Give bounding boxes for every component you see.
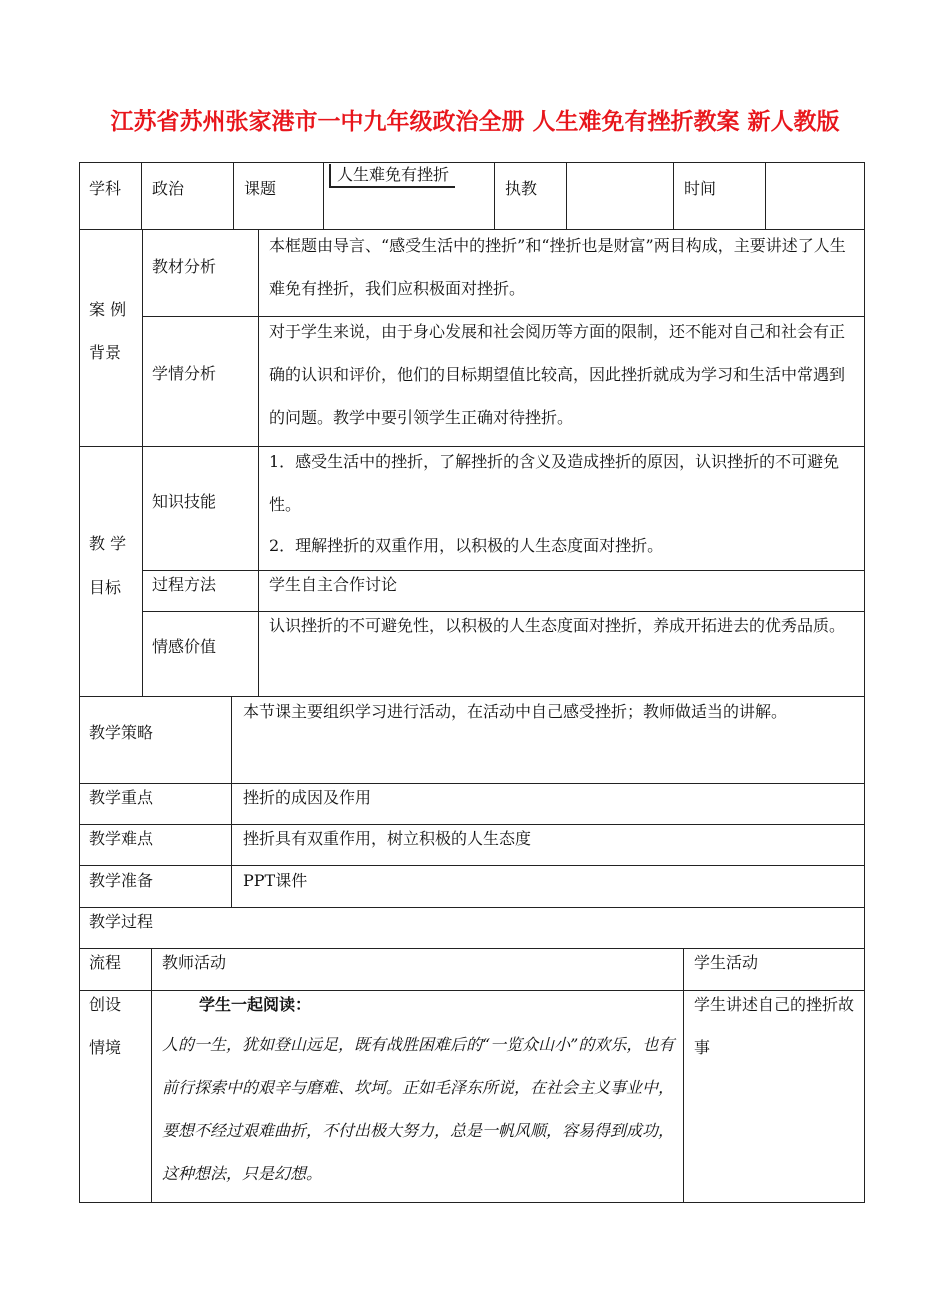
- preparation-label: 教学准备: [89, 871, 154, 890]
- flow-step-line1: 创设: [89, 995, 122, 1014]
- emotion-value-text: 认识挫折的不可避免性，以积极的人生态度面对挫折，养成开拓进去的优秀品质。: [269, 616, 846, 635]
- difficulty-text: 挫折具有双重作用，树立积极的人生态度: [243, 829, 532, 848]
- time-label: 时间: [684, 179, 717, 198]
- student-analysis-label: 学情分析: [152, 364, 217, 383]
- case-background-label-line2: 背景: [89, 343, 122, 362]
- teaching-process-label: 教学过程: [89, 912, 154, 931]
- teacher-value-cell: [566, 162, 674, 230]
- teaching-goals-label-line1: 教 学: [89, 534, 127, 553]
- key-point-label: 教学重点: [89, 788, 154, 807]
- subject-value: 政治: [152, 179, 185, 198]
- document-title: 江苏省苏州张家港市一中九年级政治全册 人生难免有挫折教案 新人教版: [110, 109, 840, 135]
- textbook-analysis-text: 本框题由导言、“感受生活中的挫折”和“挫折也是财富”两目构成，主要讲述了人生难免有挫折，我们应积极面对挫折。: [269, 236, 846, 298]
- strategy-label: 教学策略: [89, 723, 154, 742]
- knowledge-item-2: 2．理解挫折的双重作用，以积极的人生态度面对挫折。: [269, 536, 664, 555]
- student-activity-header: 学生活动: [694, 953, 759, 972]
- process-method-text: 学生自主合作讨论: [269, 575, 398, 594]
- key-point-text: 挫折的成因及作用: [243, 788, 372, 807]
- teaching-goals-label-line2: 目标: [89, 578, 122, 597]
- difficulty-label: 教学难点: [89, 829, 154, 848]
- student-analysis-text: 对于学生来说，由于身心发展和社会阅历等方面的限制，还不能对自己和社会有正确的认识和评价，他们的目标期望值比较高，因此挫折就成为学习和生活中常遇到的问题。教学中要引领学生正确对待挫折。: [269, 322, 846, 427]
- preparation-text-cell: [231, 865, 865, 908]
- student-activity-text: 学生讲述自己的挫折故事: [694, 995, 855, 1057]
- teacher-activity-heading: 学生一起阅读：: [199, 995, 312, 1014]
- flow-step-line2: 情境: [89, 1038, 122, 1057]
- subject-label: 学科: [89, 179, 122, 198]
- strategy-text: 本节课主要组织学习进行活动，在活动中自己感受挫折；教师做适当的讲解。: [243, 702, 788, 721]
- preparation-text: PPT课件: [243, 871, 308, 890]
- teacher-activity-text: 人的一生，犹如登山远足，既有战胜困难后的“一览众山小”的欢乐，也有前行探索中的艰辛与磨难、坎坷。正如毛泽东所说，在社会主义事业中，要想不经过艰难曲折，不付出极大努力，总是一帆风顺，容易得到成功，这种想法，只是幻想。: [162, 1035, 675, 1183]
- flow-header: 流程: [89, 953, 122, 972]
- case-background-label-line1: 案 例: [89, 300, 127, 319]
- teacher-label: 执教: [505, 179, 538, 198]
- textbook-analysis-label: 教材分析: [152, 257, 217, 276]
- knowledge-skills-label: 知识技能: [152, 492, 217, 511]
- time-value-cell: [765, 162, 865, 230]
- topic-value: 人生难免有挫折: [329, 164, 455, 188]
- emotion-value-label: 情感价值: [152, 637, 217, 656]
- topic-label: 课题: [244, 179, 277, 198]
- teacher-activity-header: 教师活动: [162, 953, 227, 972]
- process-method-label: 过程方法: [152, 575, 217, 594]
- knowledge-item-1: 1．感受生活中的挫折，了解挫折的含义及造成挫折的原因，认识挫折的不可避免性。: [269, 452, 840, 514]
